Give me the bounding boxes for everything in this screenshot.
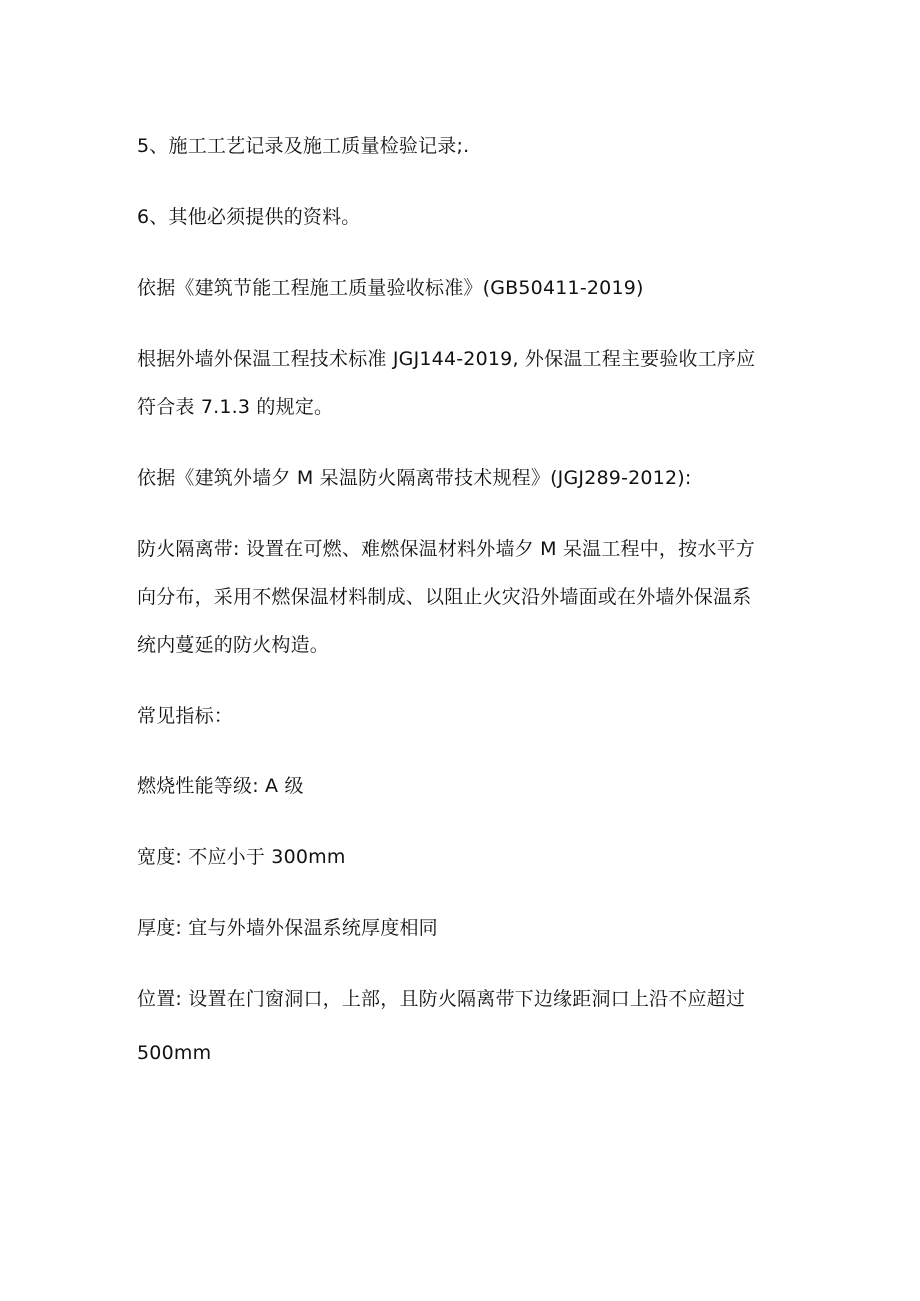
indicator-thickness: 厚度: 宜与外墙外保温系统厚度相同 <box>137 917 438 939</box>
indicator-position-line-2: 500mm <box>137 1042 212 1064</box>
item-6-other-materials: 6、其他必须提供的资料。 <box>137 206 361 228</box>
indicator-combustion-grade: 燃烧性能等级: A 级 <box>137 775 304 797</box>
basis-jgj144-line-1: 根据外墙外保温工程技术标准 JGJ144-2019, 外保温工程主要验收工序应 <box>137 348 756 370</box>
basis-gb50411: 依据《建筑节能工程施工质量验收标准》(GB50411-2019) <box>137 277 644 299</box>
fire-barrier-definition-line-1: 防火隔离带: 设置在可燃、难燃保温材料外墙夕 M 呆温工程中，按水平方 <box>137 538 755 560</box>
indicator-width: 宽度: 不应小于 300mm <box>137 846 346 868</box>
indicator-position-line-1: 位置: 设置在门窗洞口，上部，且防火隔离带下边缘距洞口上沿不应超过 <box>137 988 746 1010</box>
basis-jgj144-line-2: 符合表 7.1.3 的规定。 <box>137 396 334 418</box>
item-5-construction-records: 5、施工工艺记录及施工质量检验记录;. <box>137 135 470 157</box>
fire-barrier-definition-line-2: 向分布，采用不燃保温材料制成、以阻止火灾沿外墙面或在外墙外保温系 <box>137 586 752 608</box>
common-indicators-heading: 常见指标： <box>137 705 234 727</box>
basis-jgj289: 依据《建筑外墙夕 M 呆温防火隔离带技术规程》(JGJ289-2012): <box>137 467 692 489</box>
fire-barrier-definition-line-3: 统内蔓延的防火构造。 <box>137 634 330 656</box>
